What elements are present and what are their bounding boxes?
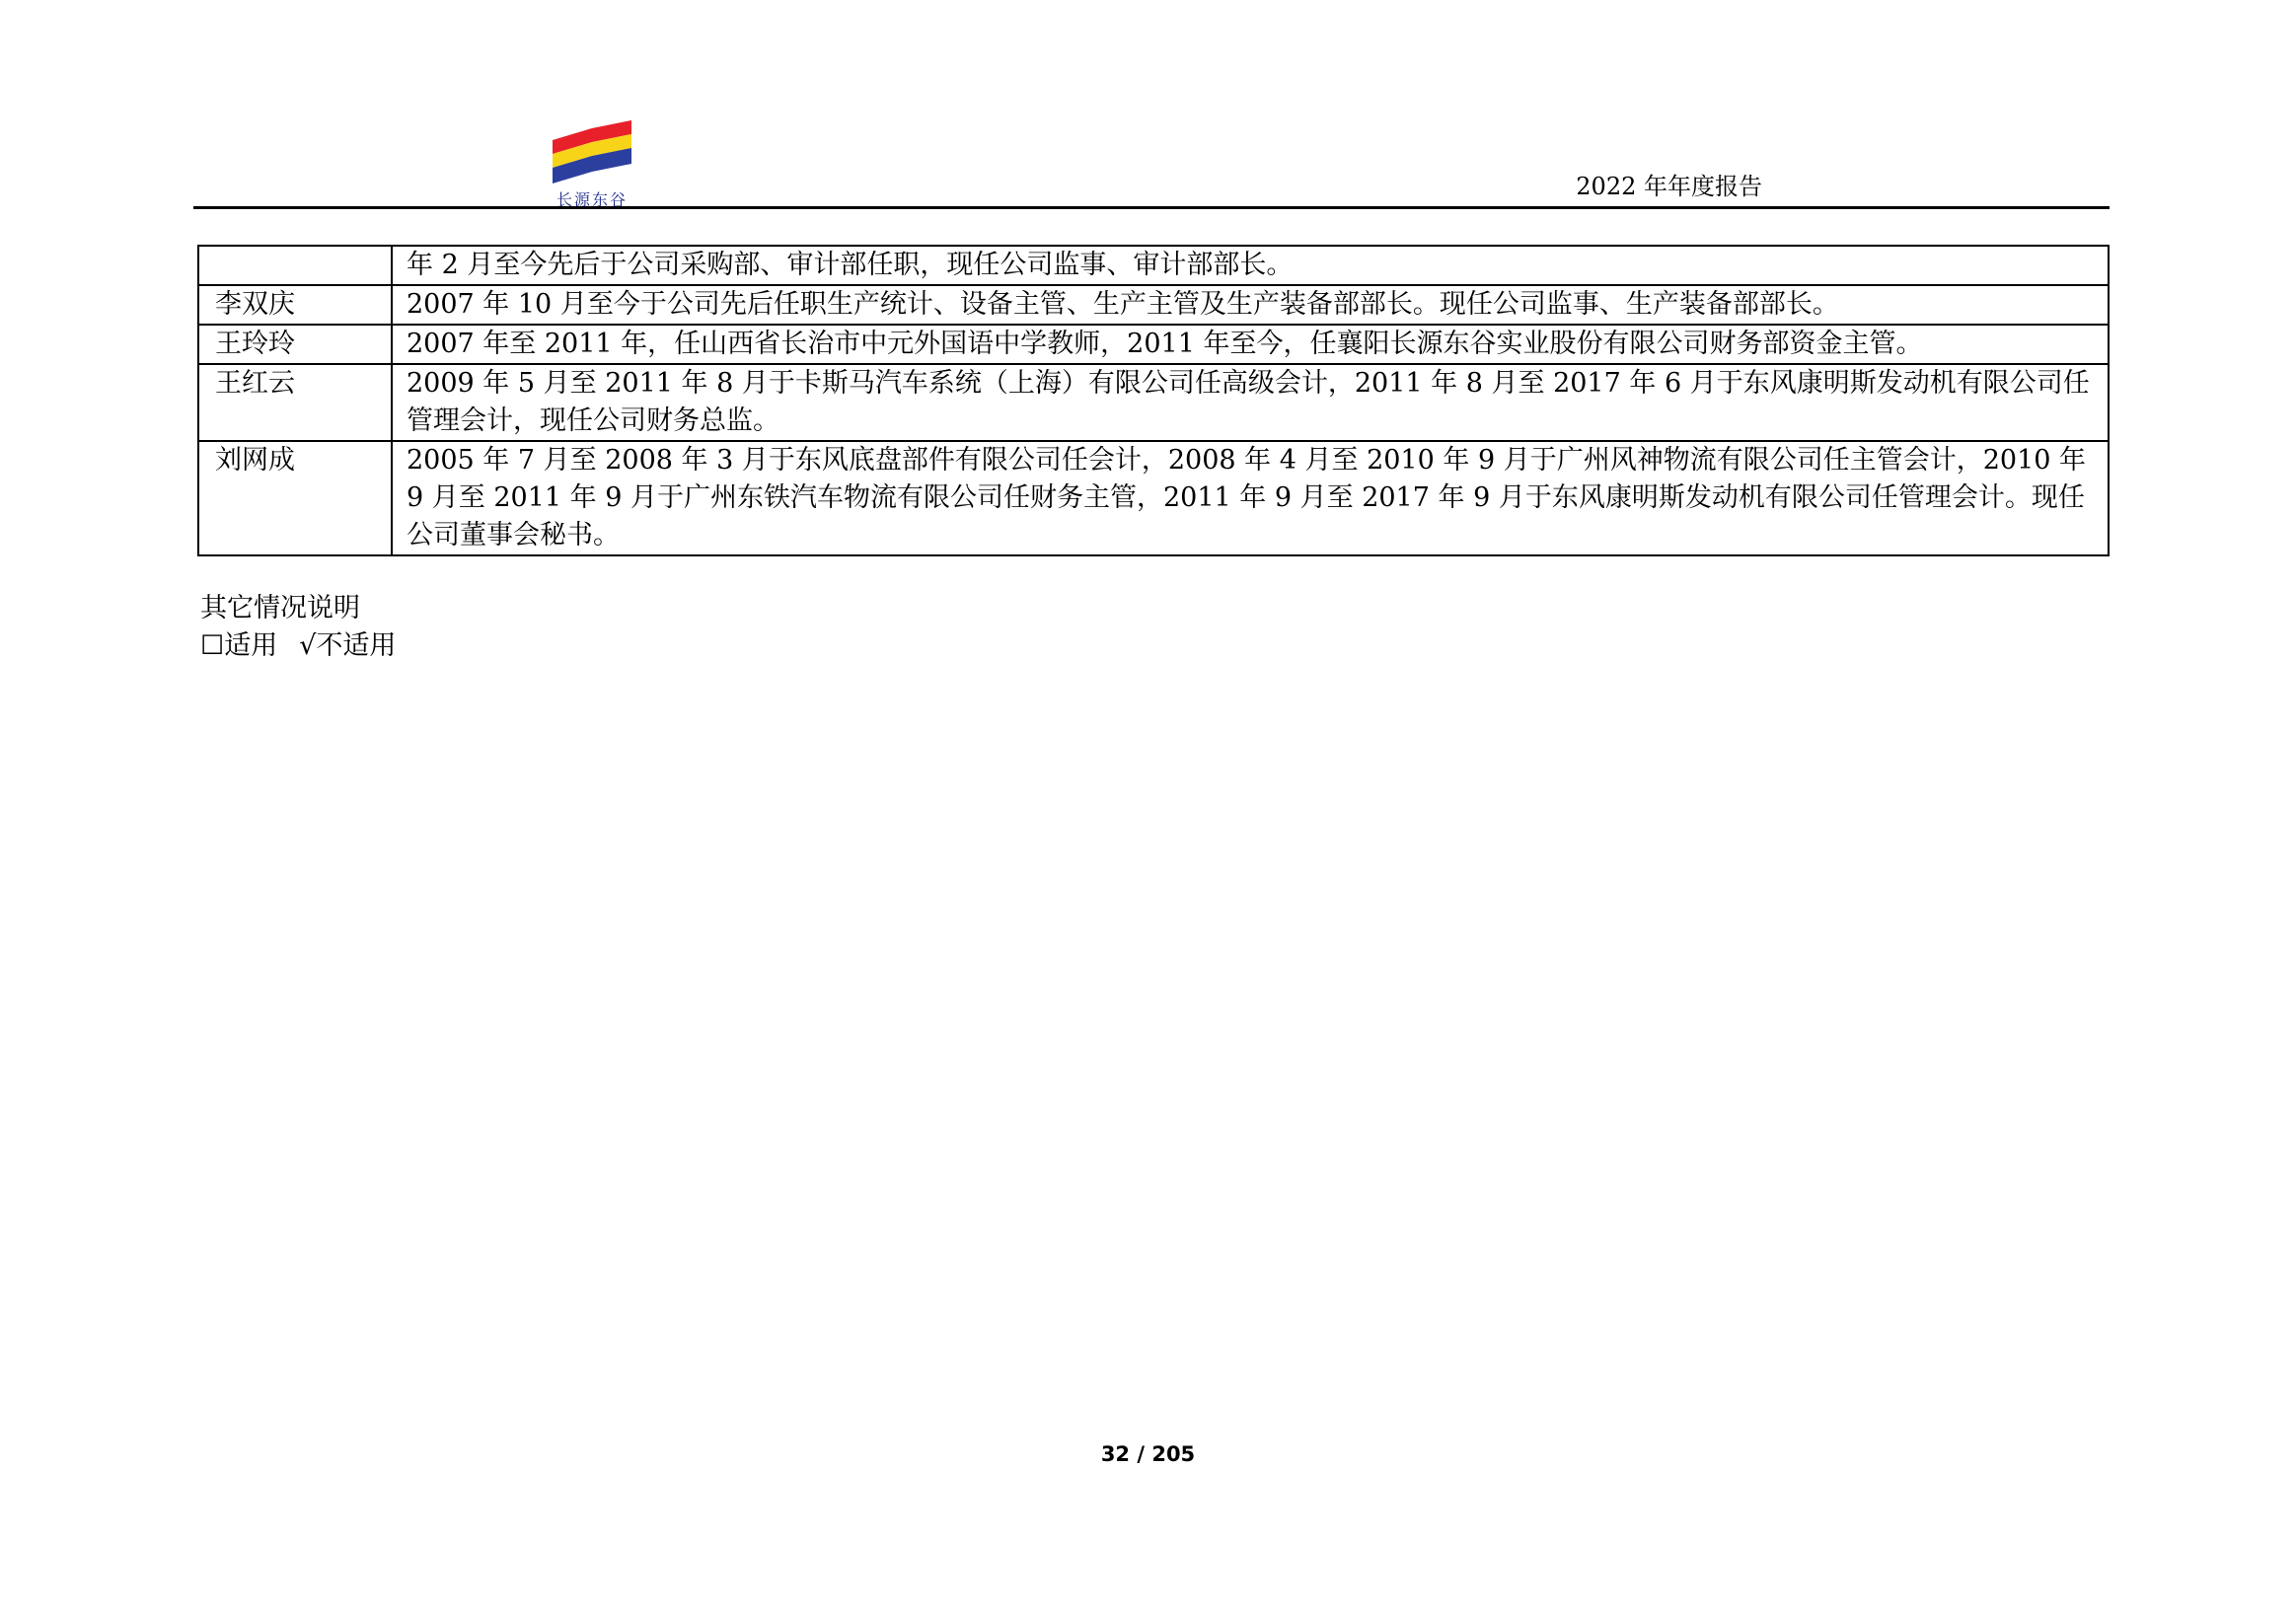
bio-cell: 2009 年 5 月至 2011 年 8 月于卡斯马汽车系统（上海）有限公司任高级会计，2011 年 8 月至 2017 年 6 月于东风康明斯发动机有限公司任管理会计，现任公司财务总监。 (392, 364, 2109, 441)
header-divider (193, 206, 2110, 209)
table-row (198, 364, 2109, 441)
report-title: 2022 年年度报告 (1576, 173, 1762, 200)
logo-text: 长源东谷 (555, 190, 628, 209)
table-row (198, 246, 2109, 285)
page-header (193, 109, 2110, 209)
company-logo-flag-icon (551, 118, 633, 187)
option-not-applicable: √不适用 (299, 630, 397, 661)
company-logo (551, 118, 633, 209)
applicability-options (200, 627, 396, 665)
management-bio-table (197, 245, 2110, 556)
other-notes-section (200, 590, 396, 665)
name-cell (198, 246, 392, 285)
name-cell: 王红云 (198, 364, 392, 441)
bio-cell: 2007 年 10 月至今于公司先后任职生产统计、设备主管、生产主管及生产装备部部长。现任公司监事、生产装备部部长。 (392, 285, 2109, 325)
table-row (198, 325, 2109, 364)
other-notes-heading: 其它情况说明 (200, 593, 360, 624)
bio-cell: 2005 年 7 月至 2008 年 3 月于东风底盘部件有限公司任会计，2008 年 4 月至 2010 年 9 月于广州风神物流有限公司任主管会计，2010 年 9 月至 2011 年 9 月于广州东铁汽车物流有限公司任财务主管，2011 年 9 月至 2017 年 9 月于东风康明斯发动机有限公司任管理会计。现任公司董事会秘书。 (392, 441, 2109, 555)
page-number: 32 / 205 (1100, 1442, 1196, 1466)
table-row (198, 285, 2109, 325)
bio-cell: 2007 年至 2011 年，任山西省长治市中元外国语中学教师，2011 年至今，任襄阳长源东谷实业股份有限公司财务部资金主管。 (392, 325, 2109, 364)
name-cell: 刘网成 (198, 441, 392, 555)
name-cell: 王玲玲 (198, 325, 392, 364)
name-cell: 李双庆 (198, 285, 392, 325)
table-row (198, 441, 2109, 555)
bio-cell: 年 2 月至今先后于公司采购部、审计部任职，现任公司监事、审计部部长。 (392, 246, 2109, 285)
option-applicable: ☐适用 (200, 630, 278, 661)
